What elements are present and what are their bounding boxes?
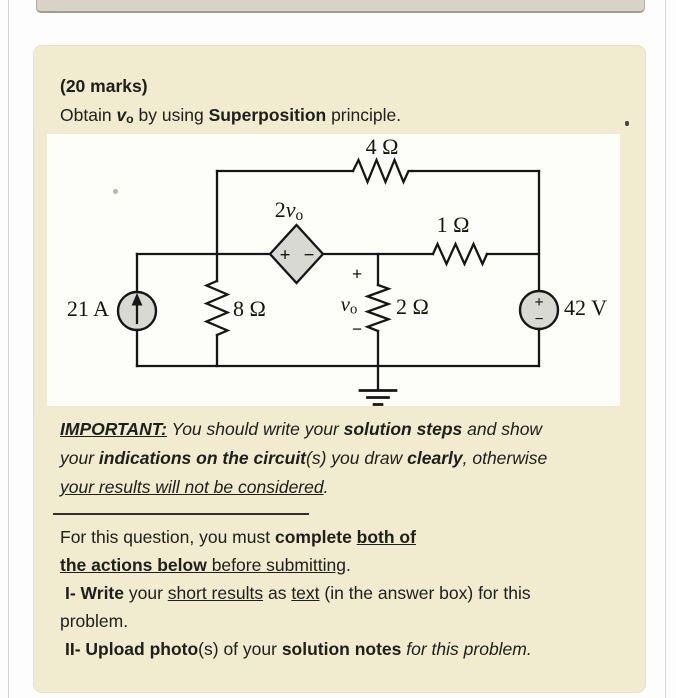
current-source-label: 21 A xyxy=(66,296,109,322)
circuit-svg xyxy=(47,134,620,406)
voltage-source-label: 42 V xyxy=(564,295,607,321)
resistor-2ohm-label: 2 Ω xyxy=(396,294,429,320)
vo-plus-sign: + xyxy=(351,264,363,285)
resistor-8ohm-label: 8 Ω xyxy=(233,296,266,322)
resistor-4ohm-label: 4 Ω xyxy=(365,134,399,160)
divider-line xyxy=(53,513,309,515)
previous-card-bottom-edge xyxy=(36,0,645,13)
resistor-8ohm-symbol xyxy=(207,281,228,335)
resistor-1ohm-label: 1 Ω xyxy=(436,212,470,238)
instruction-line-5: II- Upload photo(s) of your solution notes for this problem. xyxy=(65,639,532,660)
important-line-3: your results will not be considered. xyxy=(60,477,329,498)
resistor-2ohm-symbol xyxy=(368,285,389,331)
circuit-diagram xyxy=(47,134,620,406)
important-note xyxy=(60,415,619,502)
resistor-1ohm-symbol xyxy=(433,244,487,264)
instruction-line-2: the actions below before submitting. xyxy=(60,555,351,576)
instruction-line-1: For this question, you must complete both of xyxy=(60,527,416,548)
voltage-source-plus: + xyxy=(534,294,544,312)
dependent-source-minus: − xyxy=(303,245,315,267)
important-line-2: your indications on the circuit(s) you draw clearly, otherwise xyxy=(60,448,548,469)
vo-label: vo xyxy=(340,292,358,318)
vo-minus-sign: − xyxy=(351,319,363,340)
voltage-source-minus: − xyxy=(534,311,544,329)
question-card xyxy=(33,45,646,693)
resistor-4ohm-symbol xyxy=(353,160,412,182)
marks-heading: (20 marks) xyxy=(60,76,148,96)
question-text: Obtain vo by using Superposition principle. xyxy=(60,105,402,127)
dependent-source-label: 2vo xyxy=(274,197,304,224)
instruction-line-4: problem. xyxy=(60,611,129,632)
instruction-line-3: I- Write your short results as text (in the answer box) for this xyxy=(65,583,531,604)
page-left-border xyxy=(8,0,9,698)
submission-instructions xyxy=(60,523,619,663)
dependent-source-symbol xyxy=(270,225,323,283)
page-right-border xyxy=(665,0,666,698)
ground-symbol xyxy=(360,391,396,405)
important-line-1: IMPORTANT: You should write your solution steps and show xyxy=(60,419,543,440)
dependent-source-plus: + xyxy=(279,245,291,267)
scan-artifact-dot xyxy=(625,121,629,126)
